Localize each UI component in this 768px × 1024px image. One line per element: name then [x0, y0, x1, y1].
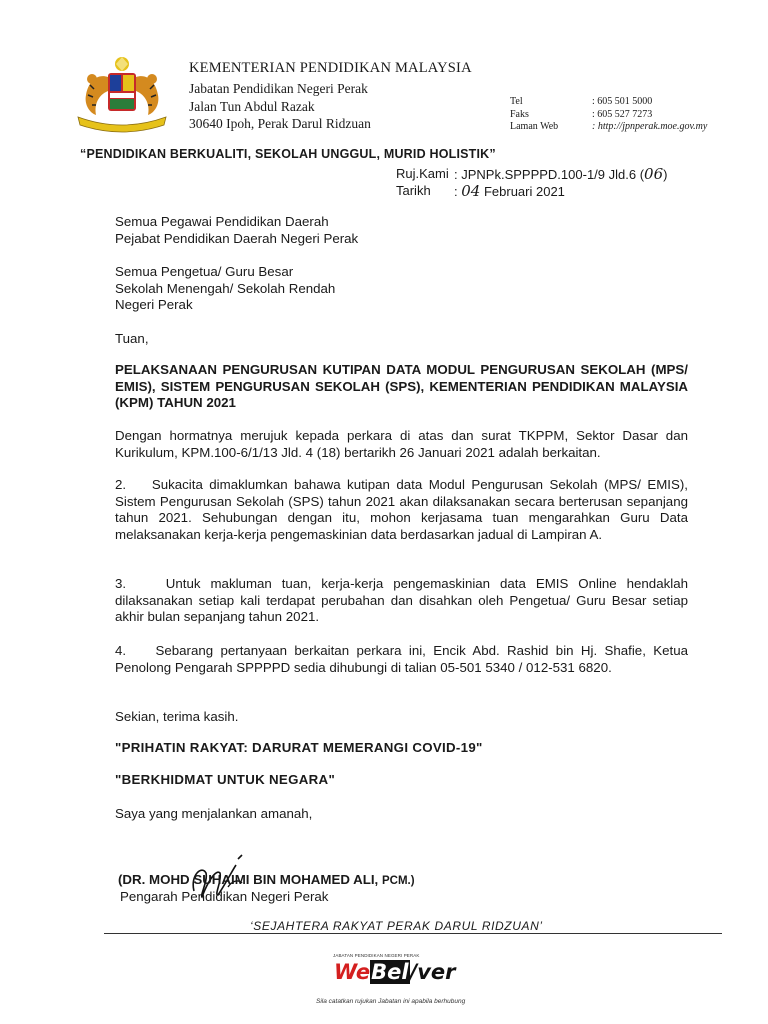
date-handwritten: 04 [461, 182, 481, 200]
paragraph-1: Dengan hormatnya merujuk kepada perkara di atas dan surat TKPPM, Sektor Dasar dan Kurikulum, KPM.100-6/1/13 Jld. 4 (18) bertarikh 26 Januari 2021 adalah berkaitan. [115, 428, 688, 460]
education-motto: “PENDIDIKAN BERKUALITI, SEKOLAH UNGGUL, MURID HOLISTIK” [80, 147, 496, 161]
signatory-name: (DR. MOHD SUHAIMI BIN MOHAMED ALI, PCM.) [118, 872, 415, 887]
recipient-line: Sekolah Menengah/ Sekolah Rendah [115, 280, 336, 296]
reference-handwritten: 06 [644, 165, 664, 183]
salutation: Tuan, [115, 331, 149, 346]
paragraph-3: 3. Untuk makluman tuan, kerja-kerja pengemaskinian data EMIS Online hendaklah dilaksanakan setiap kali terdapat perubahan dan disahkan oleh Pengetua/ Guru Besar setiap akhir bulan sepanjang tahun 2021. [115, 576, 688, 624]
ministry-name: KEMENTERIAN PENDIDIKAN MALAYSIA [189, 60, 472, 76]
reference-label: Ruj.Kami [396, 166, 449, 181]
footer-divider [104, 933, 722, 934]
recipient-block [115, 264, 335, 314]
date-label: Tarikh [396, 183, 431, 198]
coat-of-arms-icon [72, 55, 172, 135]
fax-value: : 605 527 7273 [592, 108, 653, 120]
paragraph-4: 4. Sebarang pertanyaan berkaitan perkara ini, Encik Abd. Rashid bin Hj. Shafie, Ketua Penolong Pengarah SPPPPD sedia dihubungi di talian 05-501 5340 / 012-531 6820. [115, 643, 688, 675]
fax-label: Faks [510, 108, 529, 120]
address-block [189, 80, 371, 133]
footer-note: Sila catatkan rujukan Jabatan ini apabila berhubung [316, 998, 466, 1005]
recipient-line: Semua Pegawai Pendidikan Daerah [115, 214, 329, 229]
trust-text: Saya yang menjalankan amanah, [115, 806, 313, 821]
recipient-line: Negeri Perak [115, 297, 193, 312]
tel-label: Tel [510, 96, 523, 107]
address-line: Jabatan Pendidikan Negeri Perak [189, 81, 368, 96]
recipient-line: Pejabat Pendidikan Daerah Negeri Perak [115, 230, 359, 246]
reference-value: : JPNPk.SPPPPD.100-1/9 Jld.6 (06) [454, 165, 668, 183]
slogan-service: "BERKHIDMAT UNTUK NEGARA" [115, 772, 336, 787]
paragraph-2: 2. Sukacita dimaklumkan bahawa kutipan data Modul Pengurusan Sekolah (MPS/ EMIS), Sistem Pengurusan Sekolah (SPS) tahun 2021 akan dilaksanakan secara berterusan sepanjang tahun 2021. Sehubungan dengan itu, mohon kerjasama tuan mengarahkan Guru Data melaksanakan kerja-kerja pengemaskinian data berdasarkan jadual di Lampiran A. [115, 477, 688, 542]
we-deliver-logo: WeBel/ver [334, 960, 456, 984]
closing-text: Sekian, terima kasih. [115, 709, 239, 724]
address-line: 30640 Ipoh, Perak Darul Ridzuan [189, 116, 371, 131]
recipient-block [115, 214, 358, 247]
tel-value: : 605 501 5000 [592, 96, 653, 107]
reference-block [396, 166, 667, 200]
website-label: Laman Web [510, 121, 559, 132]
recipient-line: Semua Pengetua/ Guru Besar [115, 264, 294, 279]
letter-subject: PELAKSANAAN PENGURUSAN KUTIPAN DATA MODUL PENGURUSAN SEKOLAH (MPS/ EMIS), SISTEM PENGURUSAN SEKOLAH (SPS), KEMENTERIAN PENDIDIKAN MALAYSIA (KPM) TAHUN 2021 [115, 362, 688, 410]
logo-caption: JABATAN PENDIDIKAN NEGERI PERAK [333, 953, 420, 958]
signatory-position: Pengarah Pendidikan Negeri Perak [120, 889, 329, 904]
address-line: Jalan Tun Abdul Razak [189, 98, 315, 114]
website-link[interactable]: : http://jpnperak.moe.gov.my [592, 121, 708, 132]
footer-motto: ‘SEJAHTERA RAKYAT PERAK DARUL RIDZUAN’ [250, 919, 543, 933]
date-value: : 04 Februari 2021 [454, 182, 565, 200]
contact-block [510, 96, 707, 134]
slogan-covid: "PRIHATIN RAKYAT: DARURAT MEMERANGI COVID-19" [115, 740, 483, 755]
